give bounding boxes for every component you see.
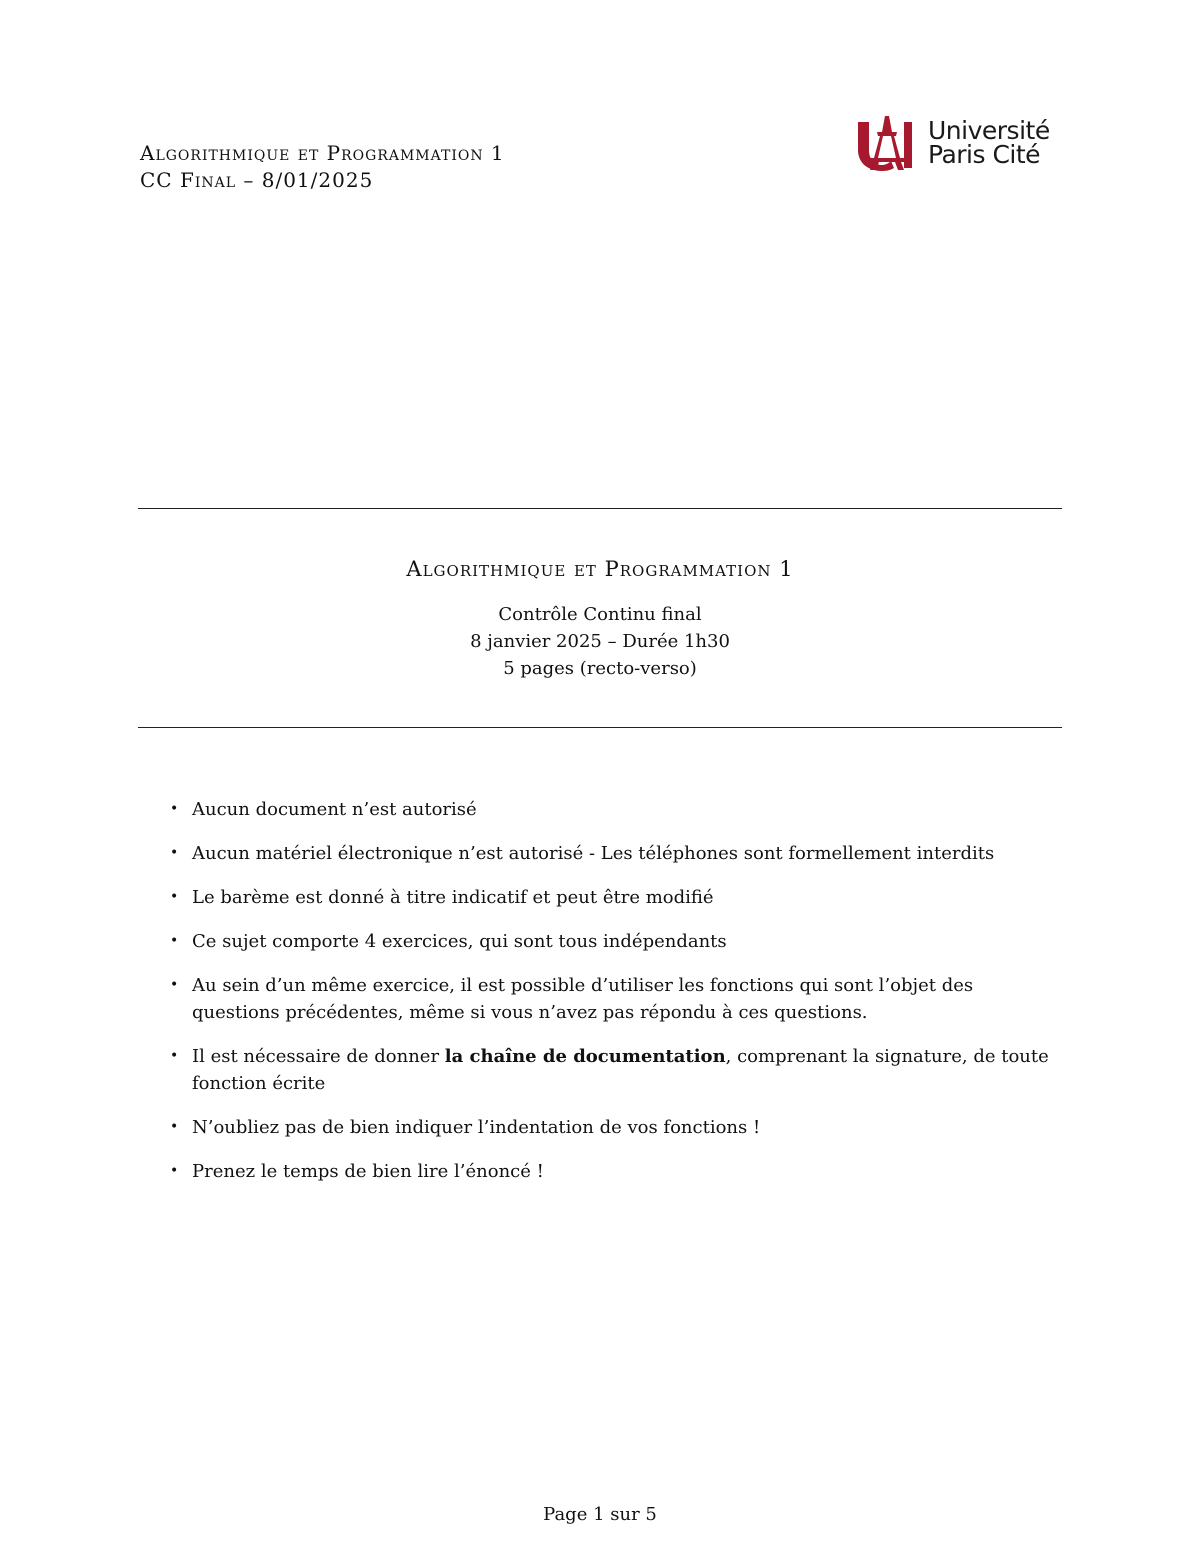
bullet-icon: • xyxy=(170,889,179,905)
top-rule xyxy=(138,508,1062,509)
logo-wordmark xyxy=(928,116,1050,169)
instruction-text: N’oubliez pas de bien indiquer l’indentation de vos fonctions ! xyxy=(192,1117,761,1138)
logo-wordmark-line-1: Université xyxy=(928,116,1050,145)
list-item xyxy=(170,1114,1062,1141)
page-count: 5 pages (recto-verso) xyxy=(503,658,697,679)
bullet-icon: • xyxy=(170,1048,179,1064)
bottom-rule xyxy=(138,727,1062,728)
instruction-text-before: Il est nécessaire de donner xyxy=(192,1046,445,1067)
list-item xyxy=(170,840,1062,867)
instruction-text: Aucun document n’est autorisé xyxy=(192,799,477,820)
list-item xyxy=(170,884,1062,911)
instruction-text-after: , comprenant la signature, de toute fonction écrite xyxy=(192,1046,1049,1094)
instruction-text: Au sein d’un même exercice, il est possible d’utiliser les fonctions qui sont l’objet des questions précédentes, même si vous n’avez pas répondu à ces questions. xyxy=(192,975,974,1023)
running-header xyxy=(140,140,505,194)
bullet-icon: • xyxy=(170,845,179,861)
list-item xyxy=(170,928,1062,955)
list-item xyxy=(170,1043,1062,1097)
instruction-text: Le barème est donné à titre indicatif et peut être modifié xyxy=(192,887,714,908)
header-course-title: Algorithmique et Programmation 1 xyxy=(140,141,505,165)
bullet-icon: • xyxy=(170,801,179,817)
document-title: Algorithmique et Programmation 1 xyxy=(406,557,794,581)
exam-date-duration: 8 janvier 2025 – Durée 1h30 xyxy=(470,631,730,652)
instructions-list xyxy=(170,796,1062,1202)
title-block xyxy=(138,555,1062,682)
instruction-text: Aucun matériel électronique n’est autorisé - Les téléphones sont formellement interdits xyxy=(192,843,995,864)
bullet-icon: • xyxy=(170,977,179,993)
list-item xyxy=(170,972,1062,1026)
list-item xyxy=(170,1158,1062,1185)
university-logo xyxy=(856,112,1056,174)
page-footer: Page 1 sur 5 xyxy=(543,1504,657,1525)
bullet-icon: • xyxy=(170,933,179,949)
instruction-text: Prenez le temps de bien lire l’énoncé ! xyxy=(192,1161,544,1182)
header-exam-date: CC Final – 8/01/2025 xyxy=(140,168,374,192)
universite-paris-cite-emblem-icon xyxy=(856,114,914,172)
bullet-icon: • xyxy=(170,1119,179,1135)
docstring-emphasis: la chaîne de documentation xyxy=(444,1046,726,1067)
bullet-icon: • xyxy=(170,1163,179,1179)
instruction-text: Ce sujet comporte 4 exercices, qui sont tous indépendants xyxy=(192,931,727,952)
document-subtitle: Contrôle Continu final xyxy=(498,604,702,625)
list-item xyxy=(170,796,1062,823)
logo-wordmark-line-2: Paris Cité xyxy=(928,140,1041,169)
